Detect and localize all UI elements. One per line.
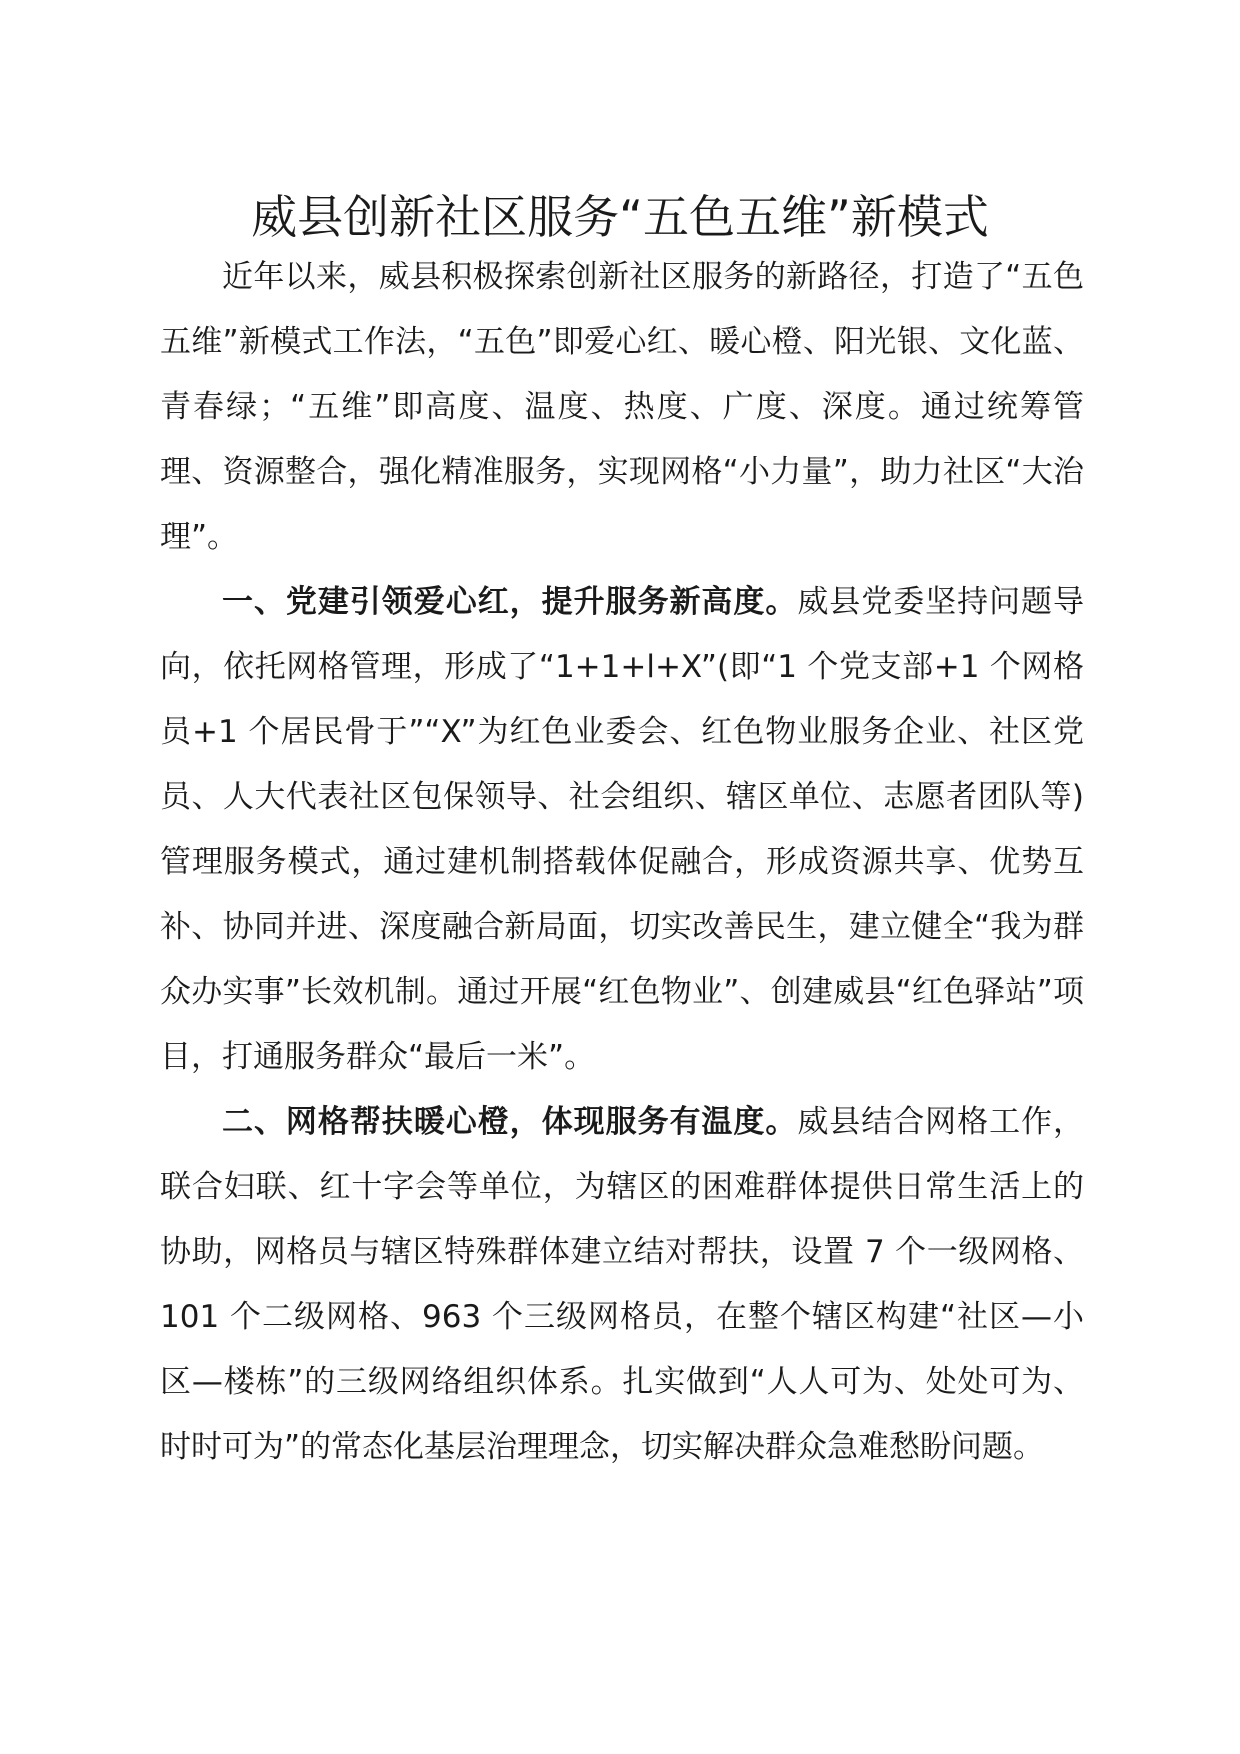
- document-title: 威县创新社区服务“五色五维”新模式: [251, 190, 989, 244]
- document-body: [160, 245, 1084, 1480]
- paragraph-heading: 二、网格帮扶暖心橙，体现服务有温度。: [222, 1104, 798, 1140]
- paragraph-section-1: [160, 570, 1084, 1090]
- paragraph-text: 近年以来，威县积极探索创新社区服务的新路径，打造了“五色五维”新模式工作法，“五色”即爱心红、暖心橙、阳光银、文化蓝、青春绿；“五维”即高度、温度、热度、广度、深度。通过统筹管理、资源整合，强化精准服务，实现网格“小力量”，助力社区“大治理”。: [160, 259, 1084, 555]
- paragraph-text: 威县结合网格工作，联合妇联、红十字会等单位，为辖区的困难群体提供日常生活上的协助，网格员与辖区特殊群体建立结对帮扶，设置 7 个一级网格、101 个二级网格、963 个三级网格员，在整个辖区构建“社区—小区—楼栋”的三级网络组织体系。扎实做到“人人可为、处处可为、时时可为”的常态化基层治理理念，切实解决群众急难愁盼问题。: [160, 1104, 1085, 1465]
- paragraph-section-2: [160, 1090, 1084, 1480]
- paragraph-text: 威县党委坚持问题导向，依托网格管理，形成了“1+1+l+X”(即“1 个党支部+1 个网格员+1 个居民骨于”“X”为红色业委会、红色物业服务企业、社区党员、人大代表社区包保领导、社会组织、辖区单位、志愿者团队等)管理服务模式，通过建机制搭载体促融合，形成资源共享、优势互补、协同并进、深度融合新局面，切实改善民生，建立健全“我为群众办实事”长效机制。通过开展“红色物业”、创建威县“红色驿站”项目，打通服务群众“最后一米”。: [160, 584, 1085, 1075]
- paragraph-intro: [160, 245, 1084, 570]
- paragraph-heading: 一、党建引领爱心红，提升服务新高度。: [222, 584, 798, 620]
